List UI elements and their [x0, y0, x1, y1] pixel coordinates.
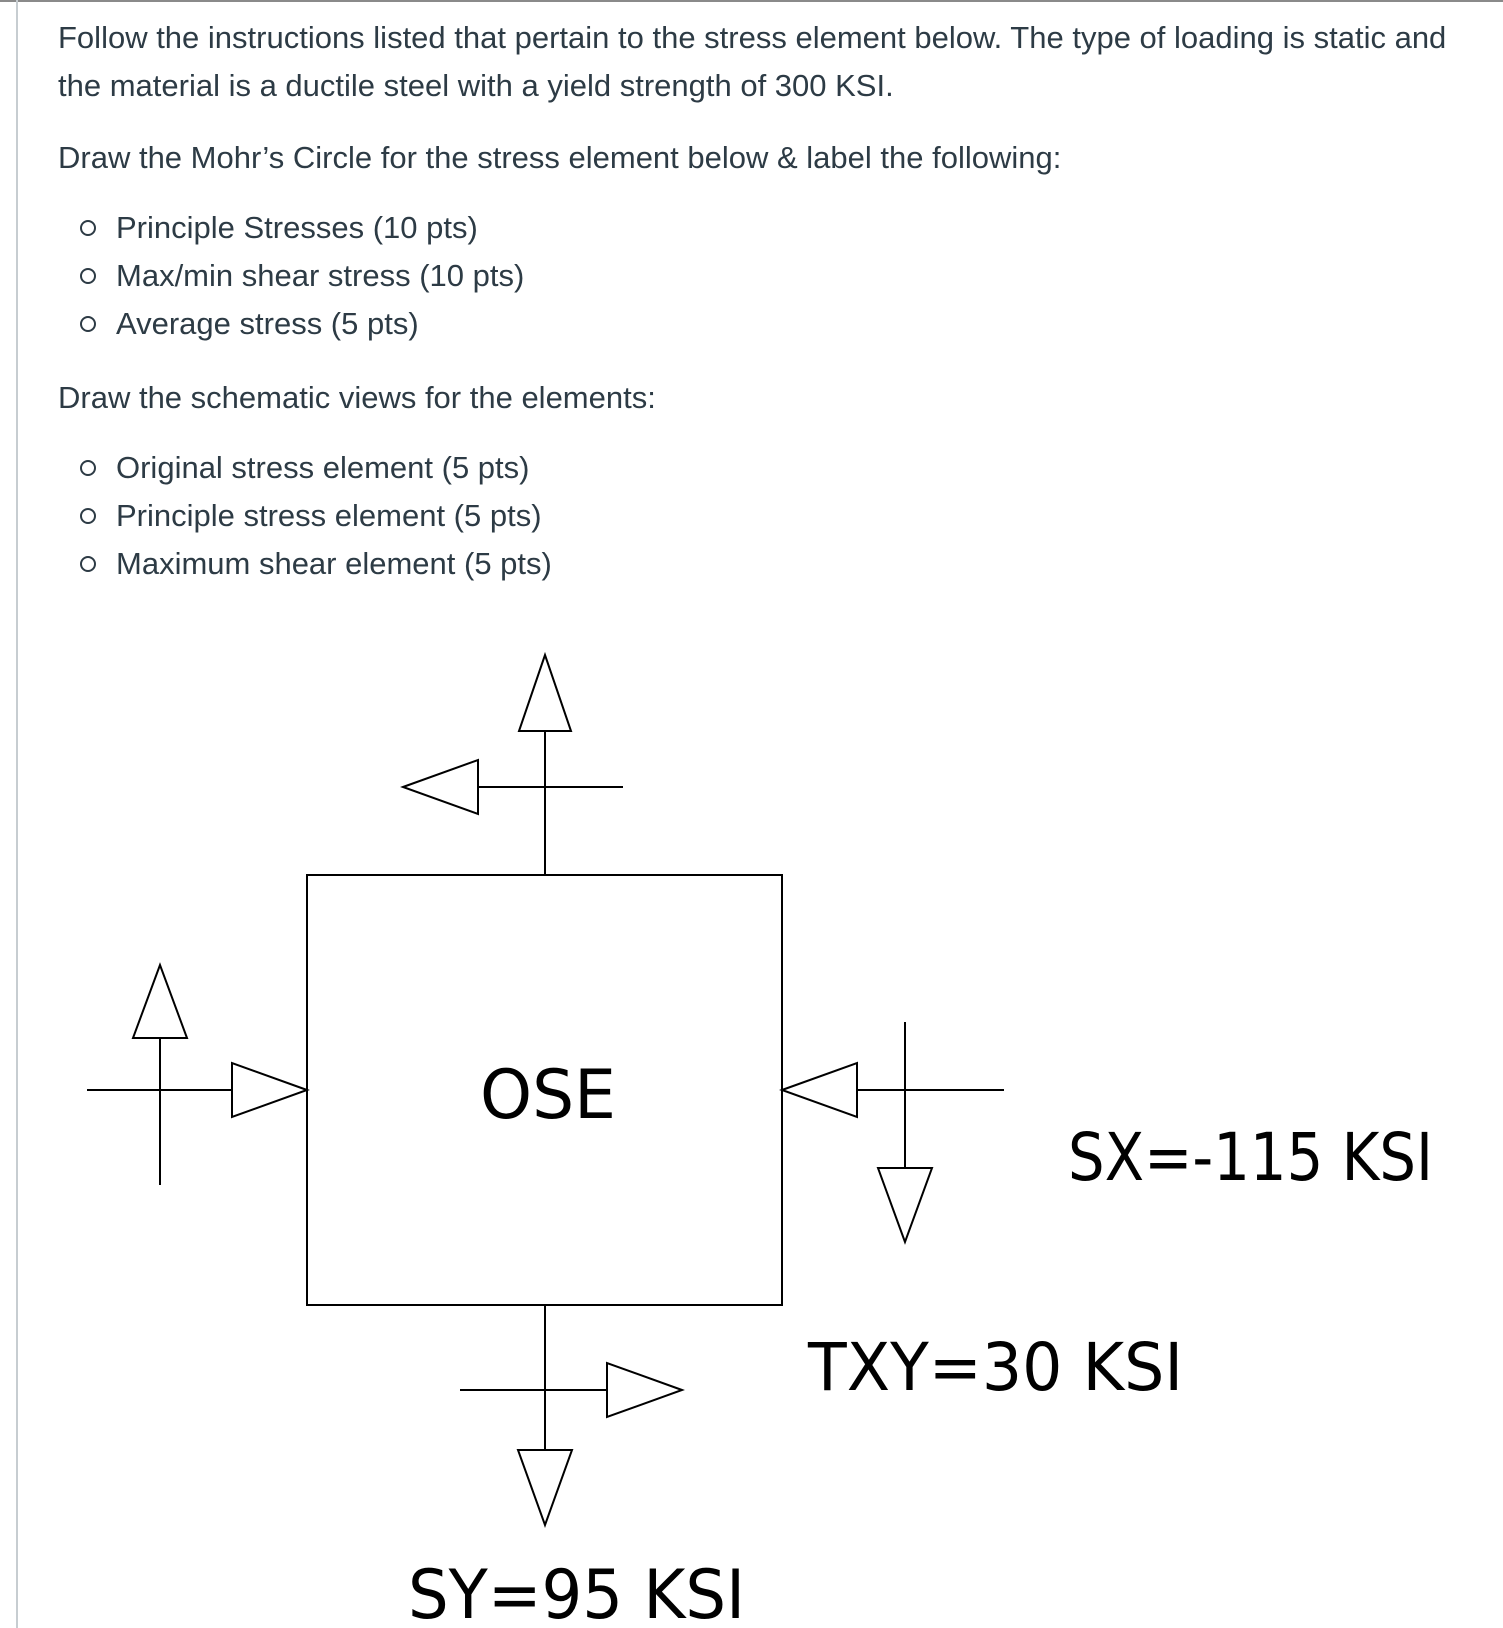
top-normal-arrowhead: [519, 655, 571, 731]
list-item-label: Original stress element (5 pts): [116, 450, 530, 485]
txy-label: TXY=30 KSI: [807, 1329, 1183, 1406]
list-item-label: Principle stress element (5 pts): [116, 498, 542, 533]
bottom-normal-arrowhead: [518, 1450, 572, 1525]
right-normal-arrowhead: [782, 1063, 857, 1117]
list-item-label: Maximum shear element (5 pts): [116, 546, 552, 581]
sx-label: SX=-115 KSI: [1068, 1119, 1433, 1196]
mohr-heading: Draw the Mohr’s Circle for the stress element below & label the following:: [58, 140, 1062, 175]
schematic-heading: Draw the schematic views for the elements:: [58, 380, 656, 415]
intro-paragraph: Follow the instructions listed that pertain to the stress element below. The type of loading is static and the material is a ductile steel with a yield strength of 300 KSI.: [58, 20, 1447, 103]
left-normal-arrowhead: [232, 1063, 307, 1117]
element-label: OSE: [480, 1056, 616, 1135]
list-item-label: Principle Stresses (10 pts): [116, 210, 478, 245]
sy-label: SY=95 KSI: [408, 1556, 745, 1628]
top-shear-arrowhead: [403, 760, 478, 814]
right-shear-arrowhead: [878, 1168, 932, 1242]
list-item-label: Average stress (5 pts): [116, 306, 419, 341]
bottom-shear-arrowhead: [607, 1363, 682, 1417]
left-shear-arrowhead: [133, 965, 187, 1038]
list-item-label: Max/min shear stress (10 pts): [116, 258, 525, 293]
